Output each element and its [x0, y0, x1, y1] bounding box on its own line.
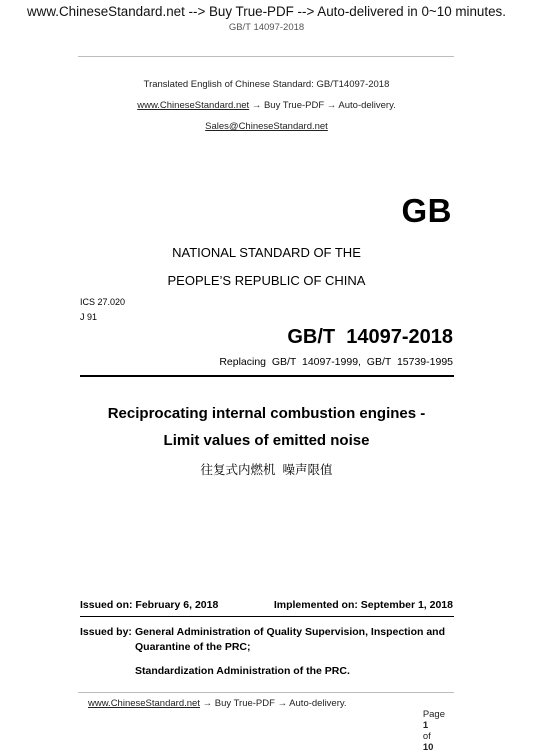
- top-banner: www.ChineseStandard.net --> Buy True-PDF --> Auto-delivered in 0~10 minutes.: [27, 4, 506, 19]
- ics-code: ICS 27.020: [80, 297, 126, 307]
- of-label: of: [422, 731, 431, 742]
- issuer-line-3: Standardization Administration of the PRC.: [135, 665, 350, 677]
- header-doc-code: GB/T 14097-2018: [228, 22, 305, 33]
- title-line-1: Reciprocating internal combustion engines -: [107, 405, 426, 422]
- footer-divider: [78, 692, 454, 693]
- site-line: [0, 100, 533, 111]
- email-link[interactable]: Sales@ChineseStandard.net: [205, 121, 328, 132]
- implemented-date: Implemented on: September 1, 2018: [273, 599, 453, 611]
- title-chinese: 往复式内燃机 噪声限值: [200, 463, 333, 477]
- page-number: 1: [422, 720, 429, 731]
- page-label: Page: [422, 709, 445, 720]
- gb-logo: GB: [401, 192, 452, 229]
- standard-number: GB/T 14097-2018: [287, 326, 453, 348]
- issued-by-label: Issued by:: [80, 626, 132, 638]
- title-line-2: Limit values of emitted noise: [163, 432, 370, 449]
- national-line-2: PEOPLE’S REPUBLIC OF CHINA: [167, 273, 366, 288]
- footer-site-line: [88, 698, 347, 709]
- issued-date: Issued on: February 6, 2018: [80, 599, 219, 611]
- page-indicator: [418, 698, 445, 753]
- ccs-code: J 91: [80, 312, 98, 322]
- replacing-line: Replacing GB/T 14097-1999, GB/T 15739-1995: [219, 356, 453, 368]
- title-rule: [80, 375, 454, 377]
- issuer-line-1: General Administration of Quality Supervision, Inspection and: [135, 626, 445, 638]
- header-divider: [78, 56, 454, 57]
- national-line-1: NATIONAL STANDARD OF THE: [172, 245, 361, 260]
- site-suffix: → Buy True-PDF → Auto-delivery.: [249, 100, 396, 111]
- email-line: [0, 121, 533, 132]
- footer-site-suffix: → Buy True-PDF → Auto-delivery.: [199, 698, 347, 709]
- site-link[interactable]: www.ChineseStandard.net: [137, 100, 250, 111]
- page-total: 10: [422, 742, 434, 753]
- translated-line: Translated English of Chinese Standard: GB/T14097-2018: [143, 79, 390, 90]
- issuer-line-2: Quarantine of the PRC;: [135, 641, 251, 653]
- footer-site-link[interactable]: www.ChineseStandard.net: [88, 698, 200, 709]
- dates-rule: [80, 616, 454, 617]
